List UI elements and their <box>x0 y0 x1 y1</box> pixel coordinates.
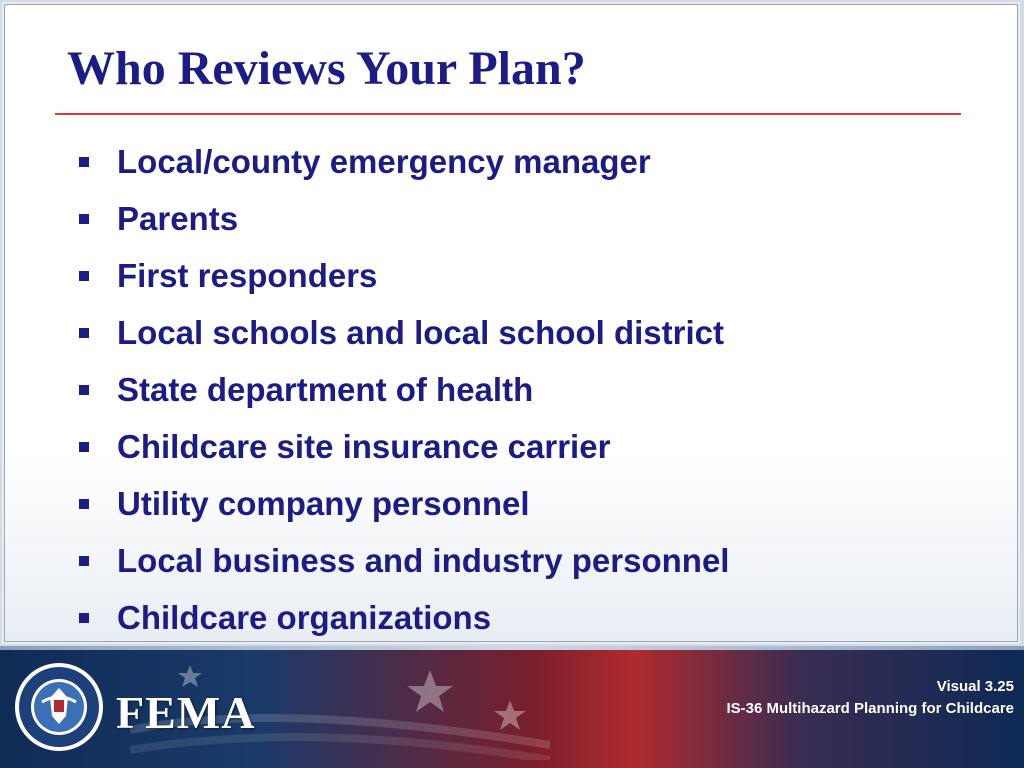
footer-caption <box>726 676 1014 720</box>
bullet-item <box>79 532 729 589</box>
bullet-item <box>79 418 729 475</box>
square-bullet-icon <box>79 214 89 224</box>
bullet-item <box>79 133 729 190</box>
bullet-text: First responders <box>117 256 378 294</box>
square-bullet-icon <box>79 442 89 452</box>
bullet-text: State department of health <box>117 370 534 408</box>
footer-banner <box>0 646 1024 768</box>
bullet-text: Parents <box>117 199 239 237</box>
bullet-item <box>79 304 729 361</box>
bullet-item <box>79 190 729 247</box>
dhs-seal-icon <box>14 662 104 752</box>
square-bullet-icon <box>79 157 89 167</box>
bullet-text: Local schools and local school district <box>117 313 724 351</box>
square-bullet-icon <box>79 385 89 395</box>
bullet-item <box>79 247 729 304</box>
square-bullet-icon <box>79 328 89 338</box>
title-divider <box>55 113 961 115</box>
bullet-text: Utility company personnel <box>117 484 530 522</box>
footer-top-stripe <box>0 646 1024 650</box>
square-bullet-icon <box>79 271 89 281</box>
bullet-text: Childcare site insurance carrier <box>117 427 611 465</box>
fema-logo: FEMA <box>116 687 256 738</box>
bullet-item <box>79 589 729 646</box>
bullet-item <box>79 361 729 418</box>
slide-content-area <box>4 4 1018 642</box>
bullet-text: Local/county emergency manager <box>117 142 651 180</box>
bullet-list <box>79 133 729 646</box>
square-bullet-icon <box>79 556 89 566</box>
square-bullet-icon <box>79 499 89 509</box>
bullet-item <box>79 475 729 532</box>
slide-title: Who Reviews Your Plan? <box>67 42 586 95</box>
bullet-text: Childcare organizations <box>117 598 492 636</box>
bullet-text: Local business and industry personnel <box>117 541 730 579</box>
visual-number: Visual 3.25 <box>936 678 1014 695</box>
square-bullet-icon <box>79 613 89 623</box>
course-title: IS-36 Multihazard Planning for Childcare <box>726 700 1014 717</box>
